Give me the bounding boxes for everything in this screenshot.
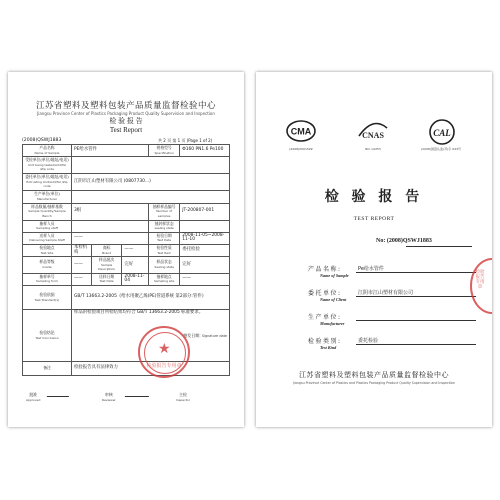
report-number: No: (2008)QSWJ1883 <box>376 238 432 244</box>
signature-approved: 批准 Approved <box>26 392 41 402</box>
org-title-en: Jiangsu Province Center of Plastics Packaging Product Quality Supervision and Inspection <box>37 111 215 116</box>
report-table <box>22 144 230 376</box>
signature-reviewer: 审核 Reviewer <box>102 392 116 402</box>
sign-date-label: 签发日期: <box>183 332 201 338</box>
divider <box>406 246 472 247</box>
report-title: 检 验 报 告 <box>324 189 424 205</box>
table-row: 生产单位(单位) Manufacturer <box>23 190 230 203</box>
svg-text:CMA: CMA <box>290 126 312 137</box>
org-footer: 江苏省塑料及塑料包装产品质量监督检验中心 <box>299 371 449 379</box>
table-row: 备注 检验报告具有法律效力 <box>23 362 230 376</box>
org-footer-en: Jiangsu Province Center of Plastics and Plastics Packaging Product Quality Supervision and Inspection <box>293 381 455 385</box>
edge-seal: 检验报告专用章 <box>470 258 492 314</box>
svg-text:CAL: CAL <box>433 128 451 138</box>
report-page-right: CMA (2008)000152Z CNAS NO. L0253 CAL (2008)国量认监(苏)字 043号 检 验 报 告 TEST REPORT No: (2008)QSWJ1883 产品名称: Pe给水管件 Name of Sample 委托单位: 江阴市江山塑材有限公司 Name of Client 生产单位: Manufacturer 检验类别: 委托检验 Test Kind 江苏省塑料及塑料包装产品质量监督检验中心 Jiangsu Province Center of Plastics and Plastics Packaging Product Quality Supervision and Inspection 检验报告专用章 <box>256 72 492 427</box>
cma-caption: (2008)000152Z <box>289 147 313 151</box>
cma-logo <box>286 118 316 148</box>
table-row: 样品等级 Grade —— 样品批次 Sample Description 完好 样品状态 Sealing state 完好 <box>23 257 230 274</box>
table-row: 产品名称 Name of Sample PE给水管件 规格型号 Specification Φ160 PN1.6 Pe100 <box>23 145 230 157</box>
report-page-left <box>8 72 244 427</box>
report-heading-en: Test Report <box>109 126 143 134</box>
report-heading <box>8 116 244 134</box>
report-number: (2008)QSWJ1883 <box>22 138 62 143</box>
report-title-en: TEST REPORT <box>353 216 395 222</box>
cal-caption: (2008)国量认监(苏)字 043号 <box>421 147 461 151</box>
sign-date-en: Signature date <box>201 333 227 338</box>
table-row: 检验地点 Test Site 本检机构 商标 Brand —— 检验性质 Test Item 委托检验 <box>23 244 230 256</box>
report-heading-cn: 检 验 报 告 <box>109 117 143 125</box>
table-row: 受检单位(单位/地址/电话) Unit being tested/Add/Tel /Zip code <box>23 157 230 174</box>
table-row: 送样人员 Delivering Sample Staff —— 检验日期 Test Date 2008-11-05~2008-11-10 <box>23 232 230 244</box>
table-row: 委托单位(单位/地址/电话) Entrusting Unit/Add/Tel /Zip code 江阴市江山塑材有限公司 (0807730...) <box>23 173 230 190</box>
cnas-caption: NO. L0253 <box>365 147 381 151</box>
table-row: 检验依据 Test Standard(s) GB/T 13663.2-2005《给水用聚乙烯(PE)管道系统 第2部分:管件》 <box>23 286 230 310</box>
org-title: 江苏省塑料及塑料包装产品质量监督检验中心 <box>35 101 216 111</box>
table-row: 检验结论 Test Conclusion 样品的检验项目所检结果均符合 GB/T 13663.2-2005 标准要求。 签发日期: Signature date <box>23 310 230 362</box>
table-row: 抽样单号 Sampling form —— 送样日期 Test Date 2008-11-04 抽样地点 Sampling site —— <box>23 273 230 285</box>
signature-scribble <box>125 390 152 397</box>
cnas-logo <box>356 118 390 148</box>
cal-logo <box>428 118 456 150</box>
signature-inspector: 主检 Inspector <box>176 392 190 402</box>
page-info: 共 2 页 第 1 页 (Page 1 of 2) <box>158 138 213 143</box>
table-row: 抽样人员 Sampling staff 抽封样状态 sealing state <box>23 220 230 232</box>
official-seal: ★ 检验报告专用章 <box>138 326 190 378</box>
signature-scribble <box>47 390 72 397</box>
table-row: 样品数量/抽样基数 Sample Quantity/Sample Bench 3根 抽样样品编号 Number of samples JT-200807-001 <box>23 203 230 220</box>
svg-text:CNAS: CNAS <box>362 131 384 140</box>
